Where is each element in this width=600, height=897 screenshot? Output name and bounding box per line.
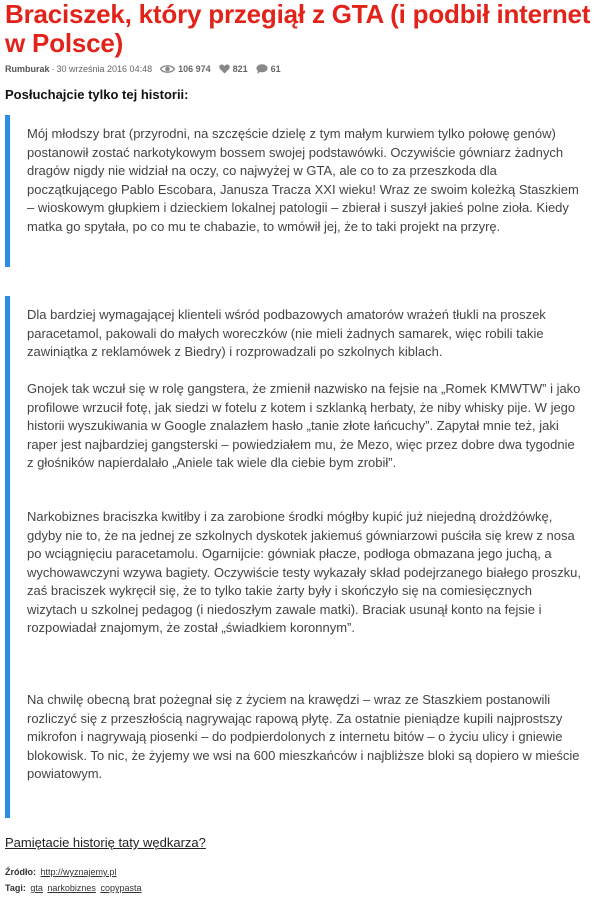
- tag-link[interactable]: gta: [30, 883, 43, 893]
- views-count: 106 974: [178, 64, 211, 74]
- views-stat: [160, 64, 211, 74]
- article-meta: [5, 64, 281, 74]
- source-label: Źródło:: [5, 867, 36, 877]
- quote-paragraph: Na chwilę obecną brat pożegnał się z życiem na krawędzi – wraz ze Staszkiem postanowili rozliczyć się z przeszłością nagrywając rapową płytę. Za ostatnie pieniądze kupili najprostszy mikrofon i nagrywają piosenki – do podpierdolonych z internetu bitów – o życiu ulicy i gniewie blokowisk. To nic, że żyjemy we wsi na 600 mieszkańców i najbliższe bloki są dopiero w mieście powiatowym.: [27, 692, 580, 781]
- source-line: [5, 867, 116, 877]
- quote-paragraph: Mój młodszy brat (przyrodni, na szczęście dzielę z tym małym kurwiem tylko połowę genów) postanowił zostać narkotykowym bossem swojej podstawówki. Oczywiście gówniarz żadnych dragów nigdy nie widział na oczy, co najwyżej w GTA, ale co to za przeszkoda dla początkującego Pablo Escobara, Janusza Tracza XXI wieku! Wraz ze swoim koleżką Staszkiem – wioskowym głupkiem i dzieckiem lokalnej patologii – zbierał i suszył jakieś polne zioła. Kiedy matka go spytała, po co mu te chabazie, to wmówił jej, że to taki projekt na przyrę.: [27, 126, 579, 234]
- tags-label: Tagi:: [5, 883, 26, 893]
- tag-link[interactable]: narkobiznes: [47, 883, 96, 893]
- publish-date: 30 września 2016 04:48: [56, 64, 153, 74]
- article-lead: Posłuchajcie tylko tej historii:: [5, 87, 189, 102]
- tag-link[interactable]: copypasta: [100, 883, 142, 893]
- comments-count: 61: [270, 64, 281, 74]
- article-title: Braciszek, który przegiął z GTA (i podbił internet w Polsce): [5, 0, 591, 58]
- meta-separator: ·: [51, 64, 55, 74]
- related-story-link[interactable]: Pamiętacie historię taty wędkarza?: [5, 835, 206, 850]
- tags-line: [5, 883, 141, 893]
- quote-block-1: [5, 115, 587, 267]
- quote-block-2: [5, 296, 587, 818]
- likes-stat[interactable]: [219, 64, 248, 74]
- quote-paragraph: Gnojek tak wczuł się w rolę gangstera, że zmienił nazwisko na fejsie na „Romek KMWTW” i jako profilowe wrzucił fotę, jak siedzi w fotelu z kotem i szklanką herbaty, że niby whisky pije. W jego historii wyszukiwania w Google znalazłem hasło „tanie złote łańcuchy”. Zapytał mnie też, jaki raper jest najbardziej gangsterski – powiedziałem mu, że Mezo, więc przez dobre dwa tygodnie z głośników napierdalało „Aniele tak wiele dla ciebie bym zrobił”.: [27, 381, 581, 470]
- quote-paragraph: Narkobiznes braciszka kwitłby i za zarobione środki mógłby kupić już niejedną drożdżówkę, gdyby nie to, że na jednej ze szkolnych dyskotek jakiemuś gówniarzowi puściła się krew z nosa po wciągnięciu paracetamolu. Ogarnijcie: gówniak płacze, podłoga obmazana jego juchą, a wychowawczyni wzywa bagiety. Oczywiście testy wykazały skład podejrzanego białego proszku, zaś braciszek wykręcił się, że to tylko takie żarty były i skończyło się na comiesięcznych wizytach u szkolnej pedagog (i niedoszłym zawale matki). Braciak usunął konto na fejsie i rozpowiadał znajomym, że został „świadkiem koronnym”.: [27, 509, 581, 635]
- quote-paragraph: Dla bardziej wymagającej klienteli wśród podbazowych amatorów wrażeń tłukli na proszek paracetamol, pakowali do małych woreczków (nie mieli żadnych samarek, więc robili takie zawiniątka z reklamówek z Biedry) i rozprowadzali po szkolnych kiblach.: [27, 307, 546, 359]
- comment-icon: [256, 64, 268, 74]
- source-link[interactable]: http://wyznajemy.pl: [40, 867, 117, 877]
- author-name[interactable]: Rumburak: [5, 64, 50, 74]
- eye-icon: [160, 64, 175, 74]
- comments-stat[interactable]: [256, 64, 281, 74]
- heart-icon: [219, 64, 230, 74]
- likes-count: 821: [232, 64, 248, 74]
